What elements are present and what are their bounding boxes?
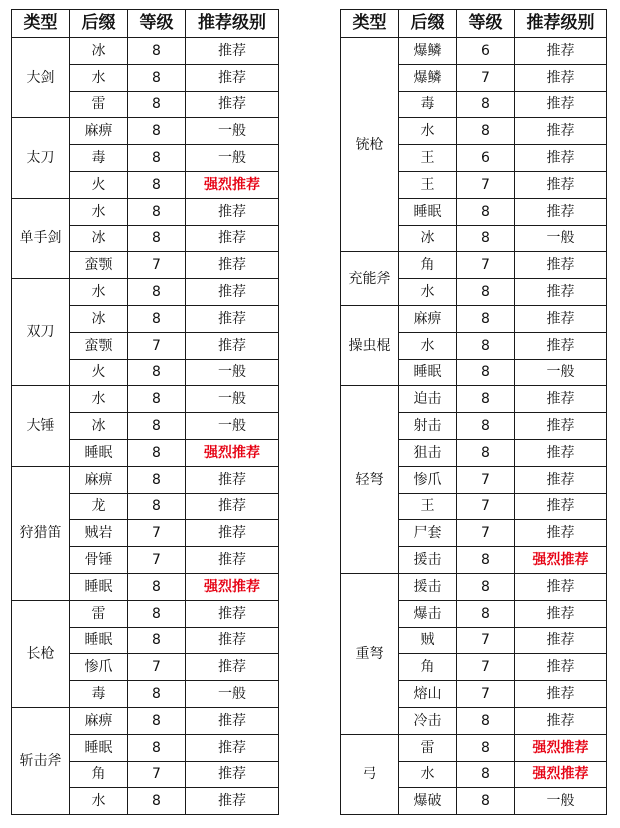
level-cell: 8 (128, 38, 186, 65)
suffix-cell: 惨爪 (399, 466, 457, 493)
recommend-cell: 推荐 (515, 627, 607, 654)
level-cell: 7 (457, 627, 515, 654)
recommend-cell: 推荐 (186, 252, 279, 279)
level-cell: 8 (128, 386, 186, 413)
recommend-cell: 强烈推荐 (186, 439, 279, 466)
level-cell: 8 (457, 279, 515, 306)
level-cell: 8 (457, 198, 515, 225)
recommend-cell: 一般 (186, 359, 279, 386)
recommend-cell: 推荐 (515, 305, 607, 332)
weapon-type-cell: 斩击斧 (12, 707, 70, 814)
recommend-cell: 一般 (515, 359, 607, 386)
level-cell: 8 (457, 788, 515, 815)
suffix-cell: 火 (70, 171, 128, 198)
level-cell: 7 (128, 252, 186, 279)
recommend-cell: 一般 (515, 788, 607, 815)
suffix-cell: 水 (399, 332, 457, 359)
level-cell: 8 (128, 145, 186, 172)
level-cell: 7 (457, 520, 515, 547)
level-cell: 8 (128, 788, 186, 815)
level-cell: 8 (128, 573, 186, 600)
suffix-cell: 水 (70, 279, 128, 306)
level-cell: 8 (457, 734, 515, 761)
weapon-type-cell: 大锤 (12, 386, 70, 466)
suffix-cell: 射击 (399, 413, 457, 440)
suffix-cell: 角 (399, 654, 457, 681)
table-row (341, 386, 607, 413)
recommend-cell: 推荐 (186, 91, 279, 118)
weapon-type-cell: 操虫棍 (341, 305, 399, 385)
level-cell: 8 (457, 386, 515, 413)
level-cell: 8 (457, 573, 515, 600)
suffix-cell: 冰 (70, 38, 128, 65)
level-cell: 8 (128, 64, 186, 91)
recommend-cell: 一般 (186, 386, 279, 413)
suffix-cell: 麻痹 (70, 118, 128, 145)
suffix-cell: 迫击 (399, 386, 457, 413)
table-row (341, 573, 607, 600)
suffix-cell: 睡眠 (70, 439, 128, 466)
header-recommend: 推荐级别 (515, 10, 607, 38)
level-cell: 8 (457, 225, 515, 252)
suffix-cell: 援击 (399, 573, 457, 600)
level-cell: 8 (457, 332, 515, 359)
suffix-cell: 龙 (70, 493, 128, 520)
weapon-type-cell: 轻弩 (341, 386, 399, 574)
table-row (12, 386, 279, 413)
recommend-cell: 推荐 (515, 64, 607, 91)
table-row (341, 305, 607, 332)
level-cell: 8 (457, 439, 515, 466)
suffix-cell: 水 (399, 761, 457, 788)
suffix-cell: 冰 (70, 225, 128, 252)
suffix-cell: 麻痹 (70, 707, 128, 734)
weapon-type-cell: 重弩 (341, 573, 399, 734)
suffix-cell: 尸套 (399, 520, 457, 547)
level-cell: 8 (457, 547, 515, 574)
level-cell: 8 (128, 439, 186, 466)
recommend-cell: 推荐 (186, 520, 279, 547)
suffix-cell: 冰 (70, 305, 128, 332)
header-type: 类型 (341, 10, 399, 38)
suffix-cell: 爆鳞 (399, 64, 457, 91)
header-row (341, 10, 607, 38)
table-row (12, 279, 279, 306)
recommend-cell: 推荐 (515, 493, 607, 520)
table-body (12, 38, 279, 815)
level-cell: 7 (457, 681, 515, 708)
suffix-cell: 睡眠 (399, 198, 457, 225)
level-cell: 8 (128, 118, 186, 145)
header-type: 类型 (12, 10, 70, 38)
recommend-cell: 推荐 (515, 38, 607, 65)
level-cell: 8 (128, 171, 186, 198)
recommend-cell: 推荐 (186, 198, 279, 225)
level-cell: 8 (457, 305, 515, 332)
suffix-cell: 雷 (70, 600, 128, 627)
table-row (12, 600, 279, 627)
header-suffix: 后缀 (399, 10, 457, 38)
level-cell: 7 (128, 520, 186, 547)
recommend-cell: 强烈推荐 (515, 761, 607, 788)
table-row (12, 38, 279, 65)
level-cell: 8 (128, 279, 186, 306)
recommend-cell: 推荐 (515, 118, 607, 145)
level-cell: 8 (457, 118, 515, 145)
recommend-cell: 推荐 (186, 64, 279, 91)
recommend-cell: 推荐 (515, 198, 607, 225)
weapon-type-cell: 充能斧 (341, 252, 399, 306)
suffix-cell: 蛮颚 (70, 252, 128, 279)
level-cell: 8 (128, 734, 186, 761)
suffix-cell: 麻痹 (399, 305, 457, 332)
suffix-cell: 水 (399, 118, 457, 145)
table-row (341, 252, 607, 279)
recommend-cell: 推荐 (515, 252, 607, 279)
recommend-cell: 推荐 (515, 171, 607, 198)
weapon-type-cell: 双刀 (12, 279, 70, 386)
recommend-cell: 推荐 (186, 707, 279, 734)
weapon-type-cell: 铳枪 (341, 38, 399, 252)
level-cell: 8 (128, 225, 186, 252)
recommend-cell: 推荐 (515, 681, 607, 708)
suffix-cell: 爆鳞 (399, 38, 457, 65)
suffix-cell: 毒 (70, 145, 128, 172)
weapon-type-cell: 长枪 (12, 600, 70, 707)
recommend-cell: 推荐 (515, 145, 607, 172)
suffix-cell: 雷 (70, 91, 128, 118)
level-cell: 8 (457, 761, 515, 788)
recommend-cell: 一般 (515, 225, 607, 252)
suffix-cell: 水 (70, 64, 128, 91)
recommend-cell: 推荐 (186, 38, 279, 65)
level-cell: 8 (457, 600, 515, 627)
suffix-cell: 雷 (399, 734, 457, 761)
recommend-cell: 推荐 (186, 761, 279, 788)
suffix-cell: 毒 (70, 681, 128, 708)
suffix-cell: 睡眠 (70, 627, 128, 654)
level-cell: 8 (128, 359, 186, 386)
recommend-cell: 强烈推荐 (515, 734, 607, 761)
suffix-cell: 火 (70, 359, 128, 386)
table-row (12, 118, 279, 145)
suffix-cell: 蛮颚 (70, 332, 128, 359)
level-cell: 8 (128, 91, 186, 118)
suffix-cell: 贼岩 (70, 520, 128, 547)
recommend-cell: 推荐 (186, 788, 279, 815)
level-cell: 8 (128, 681, 186, 708)
suffix-cell: 水 (70, 788, 128, 815)
table-row (12, 198, 279, 225)
weapon-table-left (11, 9, 279, 815)
weapon-type-cell: 单手剑 (12, 198, 70, 278)
suffix-cell: 王 (399, 493, 457, 520)
recommend-cell: 推荐 (515, 386, 607, 413)
recommend-cell: 推荐 (186, 332, 279, 359)
suffix-cell: 爆破 (399, 788, 457, 815)
table-row (12, 466, 279, 493)
recommend-cell: 一般 (186, 413, 279, 440)
recommend-cell: 一般 (186, 118, 279, 145)
recommend-cell: 推荐 (186, 627, 279, 654)
table-row (341, 734, 607, 761)
suffix-cell: 贼 (399, 627, 457, 654)
level-cell: 7 (457, 252, 515, 279)
suffix-cell: 王 (399, 171, 457, 198)
suffix-cell: 睡眠 (70, 573, 128, 600)
level-cell: 8 (128, 198, 186, 225)
suffix-cell: 睡眠 (70, 734, 128, 761)
weapon-type-cell: 弓 (341, 734, 399, 814)
suffix-cell: 狙击 (399, 439, 457, 466)
recommend-cell: 推荐 (186, 493, 279, 520)
suffix-cell: 水 (70, 198, 128, 225)
recommend-cell: 推荐 (515, 600, 607, 627)
level-cell: 7 (128, 654, 186, 681)
level-cell: 8 (128, 305, 186, 332)
header-recommend: 推荐级别 (186, 10, 279, 38)
level-cell: 8 (128, 466, 186, 493)
suffix-cell: 王 (399, 145, 457, 172)
level-cell: 8 (128, 627, 186, 654)
recommend-cell: 推荐 (515, 279, 607, 306)
recommend-cell: 推荐 (515, 413, 607, 440)
level-cell: 8 (128, 600, 186, 627)
recommend-cell: 强烈推荐 (515, 547, 607, 574)
recommend-cell: 推荐 (186, 547, 279, 574)
recommend-cell: 推荐 (186, 466, 279, 493)
recommend-cell: 推荐 (186, 225, 279, 252)
recommend-cell: 推荐 (186, 600, 279, 627)
level-cell: 8 (457, 707, 515, 734)
suffix-cell: 冰 (399, 225, 457, 252)
table-row (341, 38, 607, 65)
recommend-cell: 推荐 (515, 520, 607, 547)
recommend-cell: 推荐 (515, 573, 607, 600)
recommend-cell: 推荐 (515, 707, 607, 734)
suffix-cell: 毒 (399, 91, 457, 118)
level-cell: 7 (128, 761, 186, 788)
recommend-cell: 推荐 (515, 654, 607, 681)
recommend-cell: 推荐 (515, 91, 607, 118)
header-row (12, 10, 279, 38)
suffix-cell: 角 (70, 761, 128, 788)
recommend-cell: 强烈推荐 (186, 573, 279, 600)
level-cell: 8 (128, 493, 186, 520)
table-body (341, 38, 607, 815)
recommend-cell: 一般 (186, 145, 279, 172)
suffix-cell: 水 (70, 386, 128, 413)
recommend-cell: 推荐 (186, 305, 279, 332)
level-cell: 7 (128, 332, 186, 359)
level-cell: 8 (128, 413, 186, 440)
weapon-table-right (340, 9, 607, 815)
header-level: 等级 (457, 10, 515, 38)
header-suffix: 后缀 (70, 10, 128, 38)
weapon-type-cell: 狩猎笛 (12, 466, 70, 600)
level-cell: 8 (457, 413, 515, 440)
level-cell: 6 (457, 145, 515, 172)
level-cell: 8 (128, 707, 186, 734)
level-cell: 7 (128, 547, 186, 574)
weapon-type-cell: 大剑 (12, 38, 70, 118)
level-cell: 7 (457, 64, 515, 91)
suffix-cell: 骨锤 (70, 547, 128, 574)
recommend-cell: 推荐 (186, 279, 279, 306)
level-cell: 7 (457, 654, 515, 681)
suffix-cell: 援击 (399, 547, 457, 574)
recommend-cell: 推荐 (186, 654, 279, 681)
suffix-cell: 熔山 (399, 681, 457, 708)
recommend-cell: 一般 (186, 681, 279, 708)
level-cell: 8 (457, 91, 515, 118)
suffix-cell: 爆击 (399, 600, 457, 627)
suffix-cell: 睡眠 (399, 359, 457, 386)
level-cell: 7 (457, 171, 515, 198)
weapon-type-cell: 太刀 (12, 118, 70, 198)
table-row (12, 707, 279, 734)
suffix-cell: 冷击 (399, 707, 457, 734)
suffix-cell: 水 (399, 279, 457, 306)
suffix-cell: 角 (399, 252, 457, 279)
level-cell: 7 (457, 493, 515, 520)
level-cell: 6 (457, 38, 515, 65)
recommend-cell: 推荐 (515, 439, 607, 466)
level-cell: 7 (457, 466, 515, 493)
level-cell: 8 (457, 359, 515, 386)
suffix-cell: 惨爪 (70, 654, 128, 681)
recommend-cell: 强烈推荐 (186, 171, 279, 198)
recommend-cell: 推荐 (515, 466, 607, 493)
header-level: 等级 (128, 10, 186, 38)
suffix-cell: 冰 (70, 413, 128, 440)
recommend-cell: 推荐 (515, 332, 607, 359)
suffix-cell: 麻痹 (70, 466, 128, 493)
recommend-cell: 推荐 (186, 734, 279, 761)
